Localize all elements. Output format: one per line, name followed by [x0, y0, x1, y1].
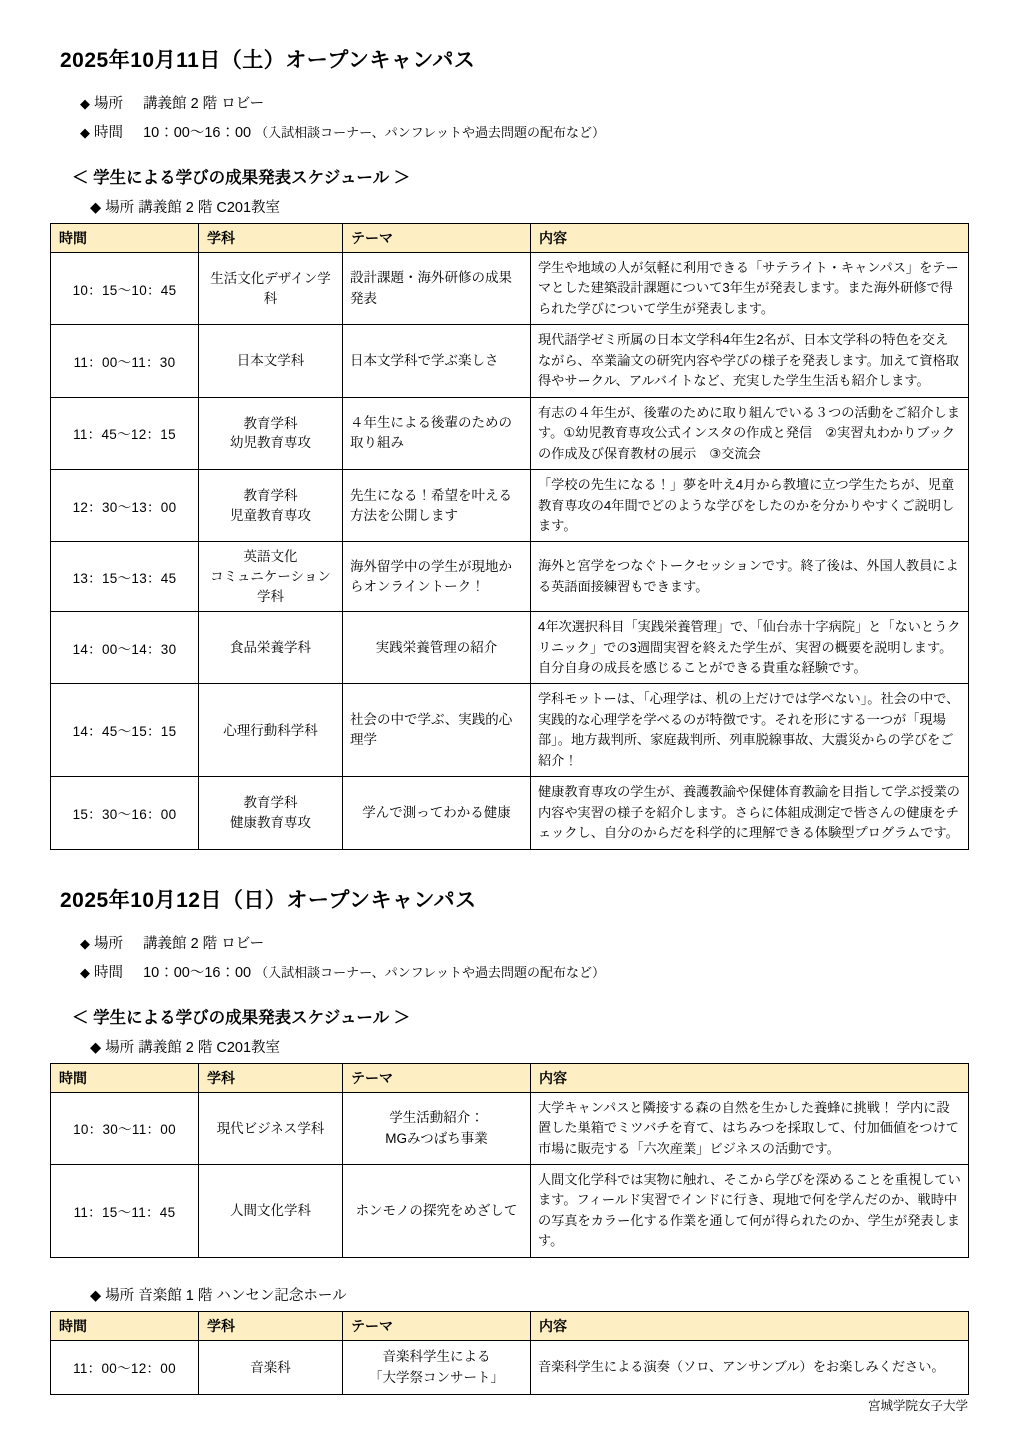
cell-department: 日本文学科 [199, 325, 343, 397]
info-label: 場所 [94, 96, 124, 112]
column-header-content: 内容 [531, 1311, 969, 1340]
schedule-table-day2-hansen-hall [50, 1311, 969, 1395]
info-line-venue-day2 [80, 932, 968, 953]
diamond-bullet-icon: ◆ [80, 125, 90, 140]
cell-time: 14：45～15：15 [51, 684, 199, 777]
schedule-heading-day1: ＜ 学生による学びの成果発表スケジュール ＞ [72, 169, 411, 187]
cell-theme: 実践栄養管理の紹介 [343, 612, 531, 684]
venue-value: 音楽館 1 階 ハンセン記念ホール [138, 1287, 347, 1304]
venue-value: 講義館 2 階 C201教室 [138, 200, 281, 216]
cell-content: 学科モットーは、「心理学は、机の上だけでは学べない」。社会の中で、実践的な心理学を学べるのが特徴です。それを形にする一つが「現場部」。地方裁判所、家庭裁判所、列車脱線事故、大震災からの学びをご紹介！ [531, 684, 969, 777]
diamond-bullet-icon: ◆ [90, 1039, 102, 1056]
info-value: 10：00～16：00 [143, 964, 252, 981]
table-body [51, 1092, 969, 1257]
cell-time: 11：00～12：00 [51, 1340, 199, 1394]
cell-content: 「学校の先生になる！」夢を叶え4月から教壇に立つ学生たちが、児童教育専攻の4年間でどのような学びをしたのかを分かりやすくご説明します。 [531, 470, 969, 542]
info-line-time-day1 [80, 121, 968, 142]
table-row [51, 470, 969, 542]
schedule-table-day1 [50, 223, 969, 850]
cell-time: 10：30～11：00 [51, 1092, 199, 1164]
venue-value: 講義館 2 階 C201教室 [138, 1039, 281, 1056]
column-header-theme: テーマ [343, 1063, 531, 1092]
cell-content: 学生や地域の人が気軽に利用できる「サテライト・キャンパス」をテーマとした建築設計課題について3年生が発表します。また海外研修で得られた学びについて学生が発表します。 [531, 253, 969, 325]
info-line-time-day2 [80, 961, 968, 982]
venue-line-day2-table1 [90, 1036, 968, 1057]
table-row [51, 397, 969, 469]
table-body [51, 253, 969, 850]
cell-department: 現代ビジネス学科 [199, 1092, 343, 1164]
cell-department: 教育学科 児童教育専攻 [199, 470, 343, 542]
table-header-row [51, 1311, 969, 1340]
column-header-time: 時間 [51, 224, 199, 253]
cell-theme: 音楽科学生による 「大学祭コンサート」 [343, 1340, 531, 1394]
cell-department: 生活文化デザイン学科 [199, 253, 343, 325]
cell-time: 11：45～12：15 [51, 397, 199, 469]
cell-theme: 学んで測ってわかる健康 [343, 777, 531, 849]
cell-content: 大学キャンパスと隣接する森の自然を生かした養蜂に挑戦！ 学内に設置した巣箱でミツバチを育て、はちみつを採取して、付加価値をつけて市場に販売する「六次産業」ビジネスの活動です。 [531, 1092, 969, 1164]
cell-time: 10：15～10：45 [51, 253, 199, 325]
table-row [51, 1165, 969, 1258]
info-note: （入試相談コーナー、パンフレットや過去問題の配布など） [255, 964, 605, 980]
table-row [51, 542, 969, 612]
page-title-day1: 2025年10月11日（土）オープンキャンパス [60, 49, 476, 72]
table-row [51, 325, 969, 397]
cell-theme: ホンモノの探究をめざして [343, 1165, 531, 1258]
cell-time: 15：30～16：00 [51, 777, 199, 849]
cell-time: 13：15～13：45 [51, 542, 199, 612]
cell-theme: 社会の中で学ぶ、実践的心理学 [343, 684, 531, 777]
cell-theme: ４年生による後輩のための取り組み [343, 397, 531, 469]
venue-line-day1-table1 [90, 196, 968, 217]
column-header-content: 内容 [531, 1063, 969, 1092]
table-row [51, 612, 969, 684]
cell-department: 教育学科 健康教育専攻 [199, 777, 343, 849]
schedule-heading-day2: ＜ 学生による学びの成果発表スケジュール ＞ [72, 1008, 411, 1027]
cell-content: 音楽科学生による演奏（ソロ、アンサンブル）をお楽しみください。 [531, 1340, 969, 1394]
info-line-venue-day1 [80, 92, 968, 113]
column-header-time: 時間 [51, 1063, 199, 1092]
table-row [51, 1092, 969, 1164]
table-row [51, 777, 969, 849]
cell-time: 11：15～11：45 [51, 1165, 199, 1258]
schedule-table-day2-c201 [50, 1063, 969, 1258]
venue-label: 場所 [105, 1287, 135, 1304]
cell-department: 食品栄養学科 [199, 612, 343, 684]
info-note: （入試相談コーナー、パンフレットや過去問題の配布など） [255, 125, 605, 140]
table-header-row [51, 224, 969, 253]
column-header-theme: テーマ [343, 1311, 531, 1340]
cell-theme: 海外留学中の学生が現地からオンライントーク！ [343, 542, 531, 612]
cell-department: 音楽科 [199, 1340, 343, 1394]
diamond-bullet-icon: ◆ [80, 964, 90, 980]
footer-university-name: 宮城学院女子大学 [867, 1399, 968, 1413]
diamond-bullet-icon: ◆ [90, 200, 102, 216]
column-header-department: 学科 [199, 1311, 343, 1340]
cell-content: 人間文化学科では実物に触れ、そこから学びを深めることを重視しています。フィールド実習でインドに行き、現地で何を学んだのか、戦時中の写真をカラー化する作業を通して何が得られたのか、学生が発表します。 [531, 1165, 969, 1258]
cell-content: 健康教育専攻の学生が、養護教諭や保健体育教諭を目指して学ぶ授業の内容や実習の様子を紹介します。さらに体組成測定で皆さんの健康をチェックし、自分のからだを科学的に理解できる体験型プログラムです。 [531, 777, 969, 849]
table-body [51, 1340, 969, 1394]
cell-theme: 先生になる！希望を叶える方法を公開します [343, 470, 531, 542]
cell-theme: 設計課題・海外研修の成果発表 [343, 253, 531, 325]
column-header-time: 時間 [51, 1311, 199, 1340]
info-label: 場所 [94, 935, 124, 952]
column-header-department: 学科 [199, 224, 343, 253]
cell-department: 教育学科 幼児教育専攻 [199, 397, 343, 469]
cell-content: 海外と宮学をつなぐトークセッションです。終了後は、外国人教員による英語面接練習もできます。 [531, 542, 969, 612]
cell-time: 14：00～14：30 [51, 612, 199, 684]
info-value: 講義館 2 階 ロビー [143, 935, 265, 952]
diamond-bullet-icon: ◆ [80, 935, 90, 951]
table-row [51, 684, 969, 777]
cell-department: 英語文化 コミュニケーション学科 [199, 542, 343, 612]
cell-content: 現代語学ゼミ所属の日本文学科4年生2名が、日本文学科の特色を交えながら、卒業論文の研究内容や学びの様子を発表します。加えて資格取得やサークル、アルバイトなど、充実した学生生活も紹介します。 [531, 325, 969, 397]
venue-label: 場所 [105, 200, 135, 216]
info-value: 講義館 2 階 ロビー [143, 96, 265, 112]
cell-department: 心理行動科学科 [199, 684, 343, 777]
diamond-bullet-icon: ◆ [90, 1287, 102, 1304]
info-label: 時間 [94, 964, 124, 981]
cell-department: 人間文化学科 [199, 1165, 343, 1258]
page-title-day2: 2025年10月12日（日）オープンキャンパス [60, 888, 477, 912]
cell-theme: 学生活動紹介： MGみつばち事業 [343, 1092, 531, 1164]
venue-line-day2-table2 [90, 1284, 968, 1305]
table-row [51, 1340, 969, 1394]
column-header-content: 内容 [531, 224, 969, 253]
info-label: 時間 [94, 125, 124, 141]
cell-time: 11：00～11：30 [51, 325, 199, 397]
table-header-row [51, 1063, 969, 1092]
diamond-bullet-icon: ◆ [80, 96, 90, 111]
cell-theme: 日本文学科で学ぶ楽しさ [343, 325, 531, 397]
info-value: 10：00～16：00 [143, 125, 252, 141]
table-row [51, 253, 969, 325]
cell-content: 有志の４年生が、後輩のために取り組んでいる３つの活動をご紹介します。①幼児教育専攻公式インスタの作成と発信 ②実習丸わかりブックの作成及び保育教材の展示 ③交流会 [531, 397, 969, 469]
cell-content: 4年次選択科目「実践栄養管理」で、「仙台赤十字病院」と「ないとうクリニック」での3週間実習を終えた学生が、実習の概要を説明します。自分自身の成長を感じることができる貴重な経験です。 [531, 612, 969, 684]
column-header-theme: テーマ [343, 224, 531, 253]
column-header-department: 学科 [199, 1063, 343, 1092]
venue-label: 場所 [105, 1039, 135, 1056]
cell-time: 12：30～13：00 [51, 470, 199, 542]
